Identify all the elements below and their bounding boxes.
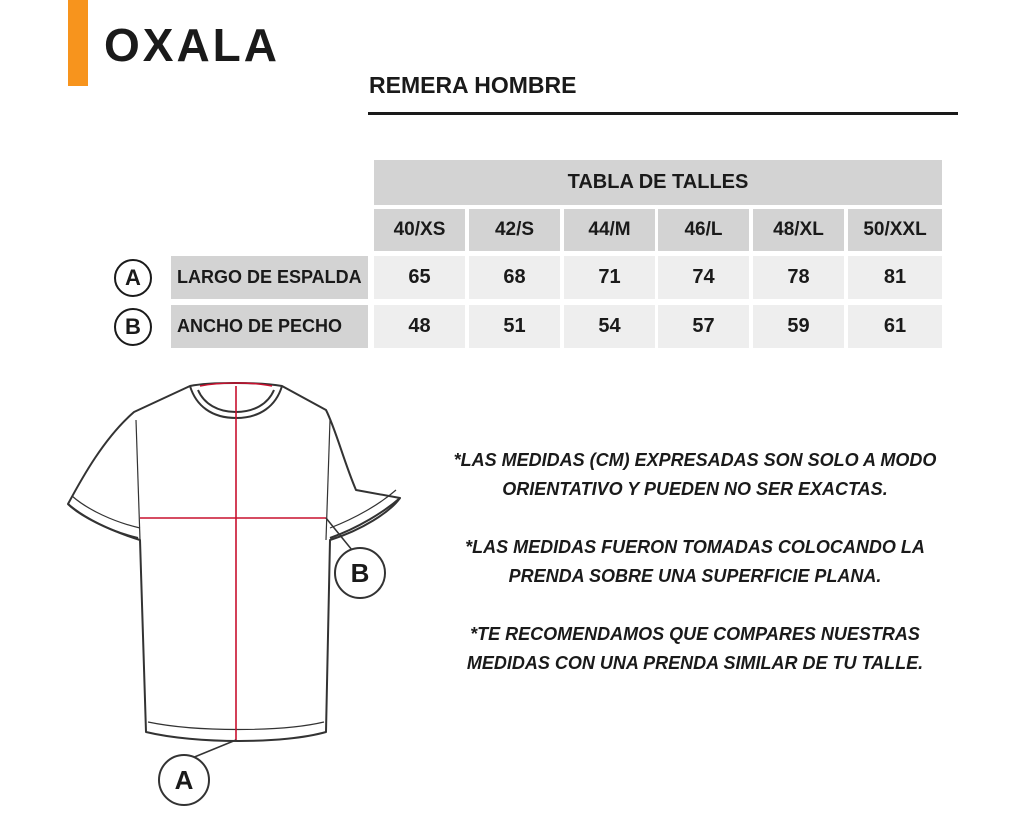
row-b-value: 48 — [374, 305, 465, 348]
row-a-value: 65 — [374, 256, 465, 299]
size-header-l: 46/L — [658, 209, 749, 251]
row-b-value: 54 — [564, 305, 655, 348]
shirt-left-side-seam — [136, 420, 140, 540]
shirt-right-sleeve-hem — [330, 498, 400, 538]
row-a-value: 68 — [469, 256, 560, 299]
tshirt-diagram — [60, 372, 420, 812]
diagram-label-a: A — [174, 765, 194, 795]
row-a-label: LARGO DE ESPALDA — [171, 256, 368, 299]
note-flat-surface: *LAS MEDIDAS FUERON TOMADAS COLOCANDO LA PRENDA SOBRE UNA SUPERFICIE PLANA. — [465, 537, 925, 586]
row-b-value: 57 — [658, 305, 749, 348]
row-a-badge: A — [114, 259, 152, 297]
product-title: REMERA HOMBRE — [369, 72, 577, 98]
size-header-xl: 48/XL — [753, 209, 844, 251]
shirt-left-sleeve-hem-stitch — [72, 496, 140, 528]
row-b-value: 59 — [753, 305, 844, 348]
row-b-value: 51 — [469, 305, 560, 348]
size-header-xxl: 50/XXL — [848, 209, 942, 251]
row-a-value: 71 — [564, 256, 655, 299]
shirt-left-sleeve-hem — [68, 504, 138, 538]
size-header-m: 44/M — [564, 209, 655, 251]
notes-block — [440, 446, 950, 707]
note-measurements: *LAS MEDIDAS (CM) EXPRESADAS SON SOLO A MODO ORIENTATIVO Y PUEDEN NO SER EXACTAS. — [453, 450, 937, 499]
row-a-value: 78 — [753, 256, 844, 299]
note-compare: *TE RECOMENDAMOS QUE COMPARES NUESTRAS MEDIDAS CON UNA PRENDA SIMILAR DE TU TALLE. — [466, 624, 924, 673]
size-header-s: 42/S — [469, 209, 560, 251]
row-a-value: 81 — [848, 256, 942, 299]
label-a-leader — [192, 740, 236, 758]
diagram-label-b: B — [350, 558, 370, 588]
row-b-badge: B — [114, 308, 152, 346]
brand-accent-bar — [68, 0, 88, 86]
title-divider — [368, 112, 958, 115]
row-b-label: ANCHO DE PECHO — [171, 305, 368, 348]
size-table-title: TABLA DE TALLES — [374, 160, 942, 205]
row-b-value: 61 — [848, 305, 942, 348]
size-header-xs: 40/XS — [374, 209, 465, 251]
row-a-value: 74 — [658, 256, 749, 299]
brand-logo: OXALA — [104, 19, 280, 71]
